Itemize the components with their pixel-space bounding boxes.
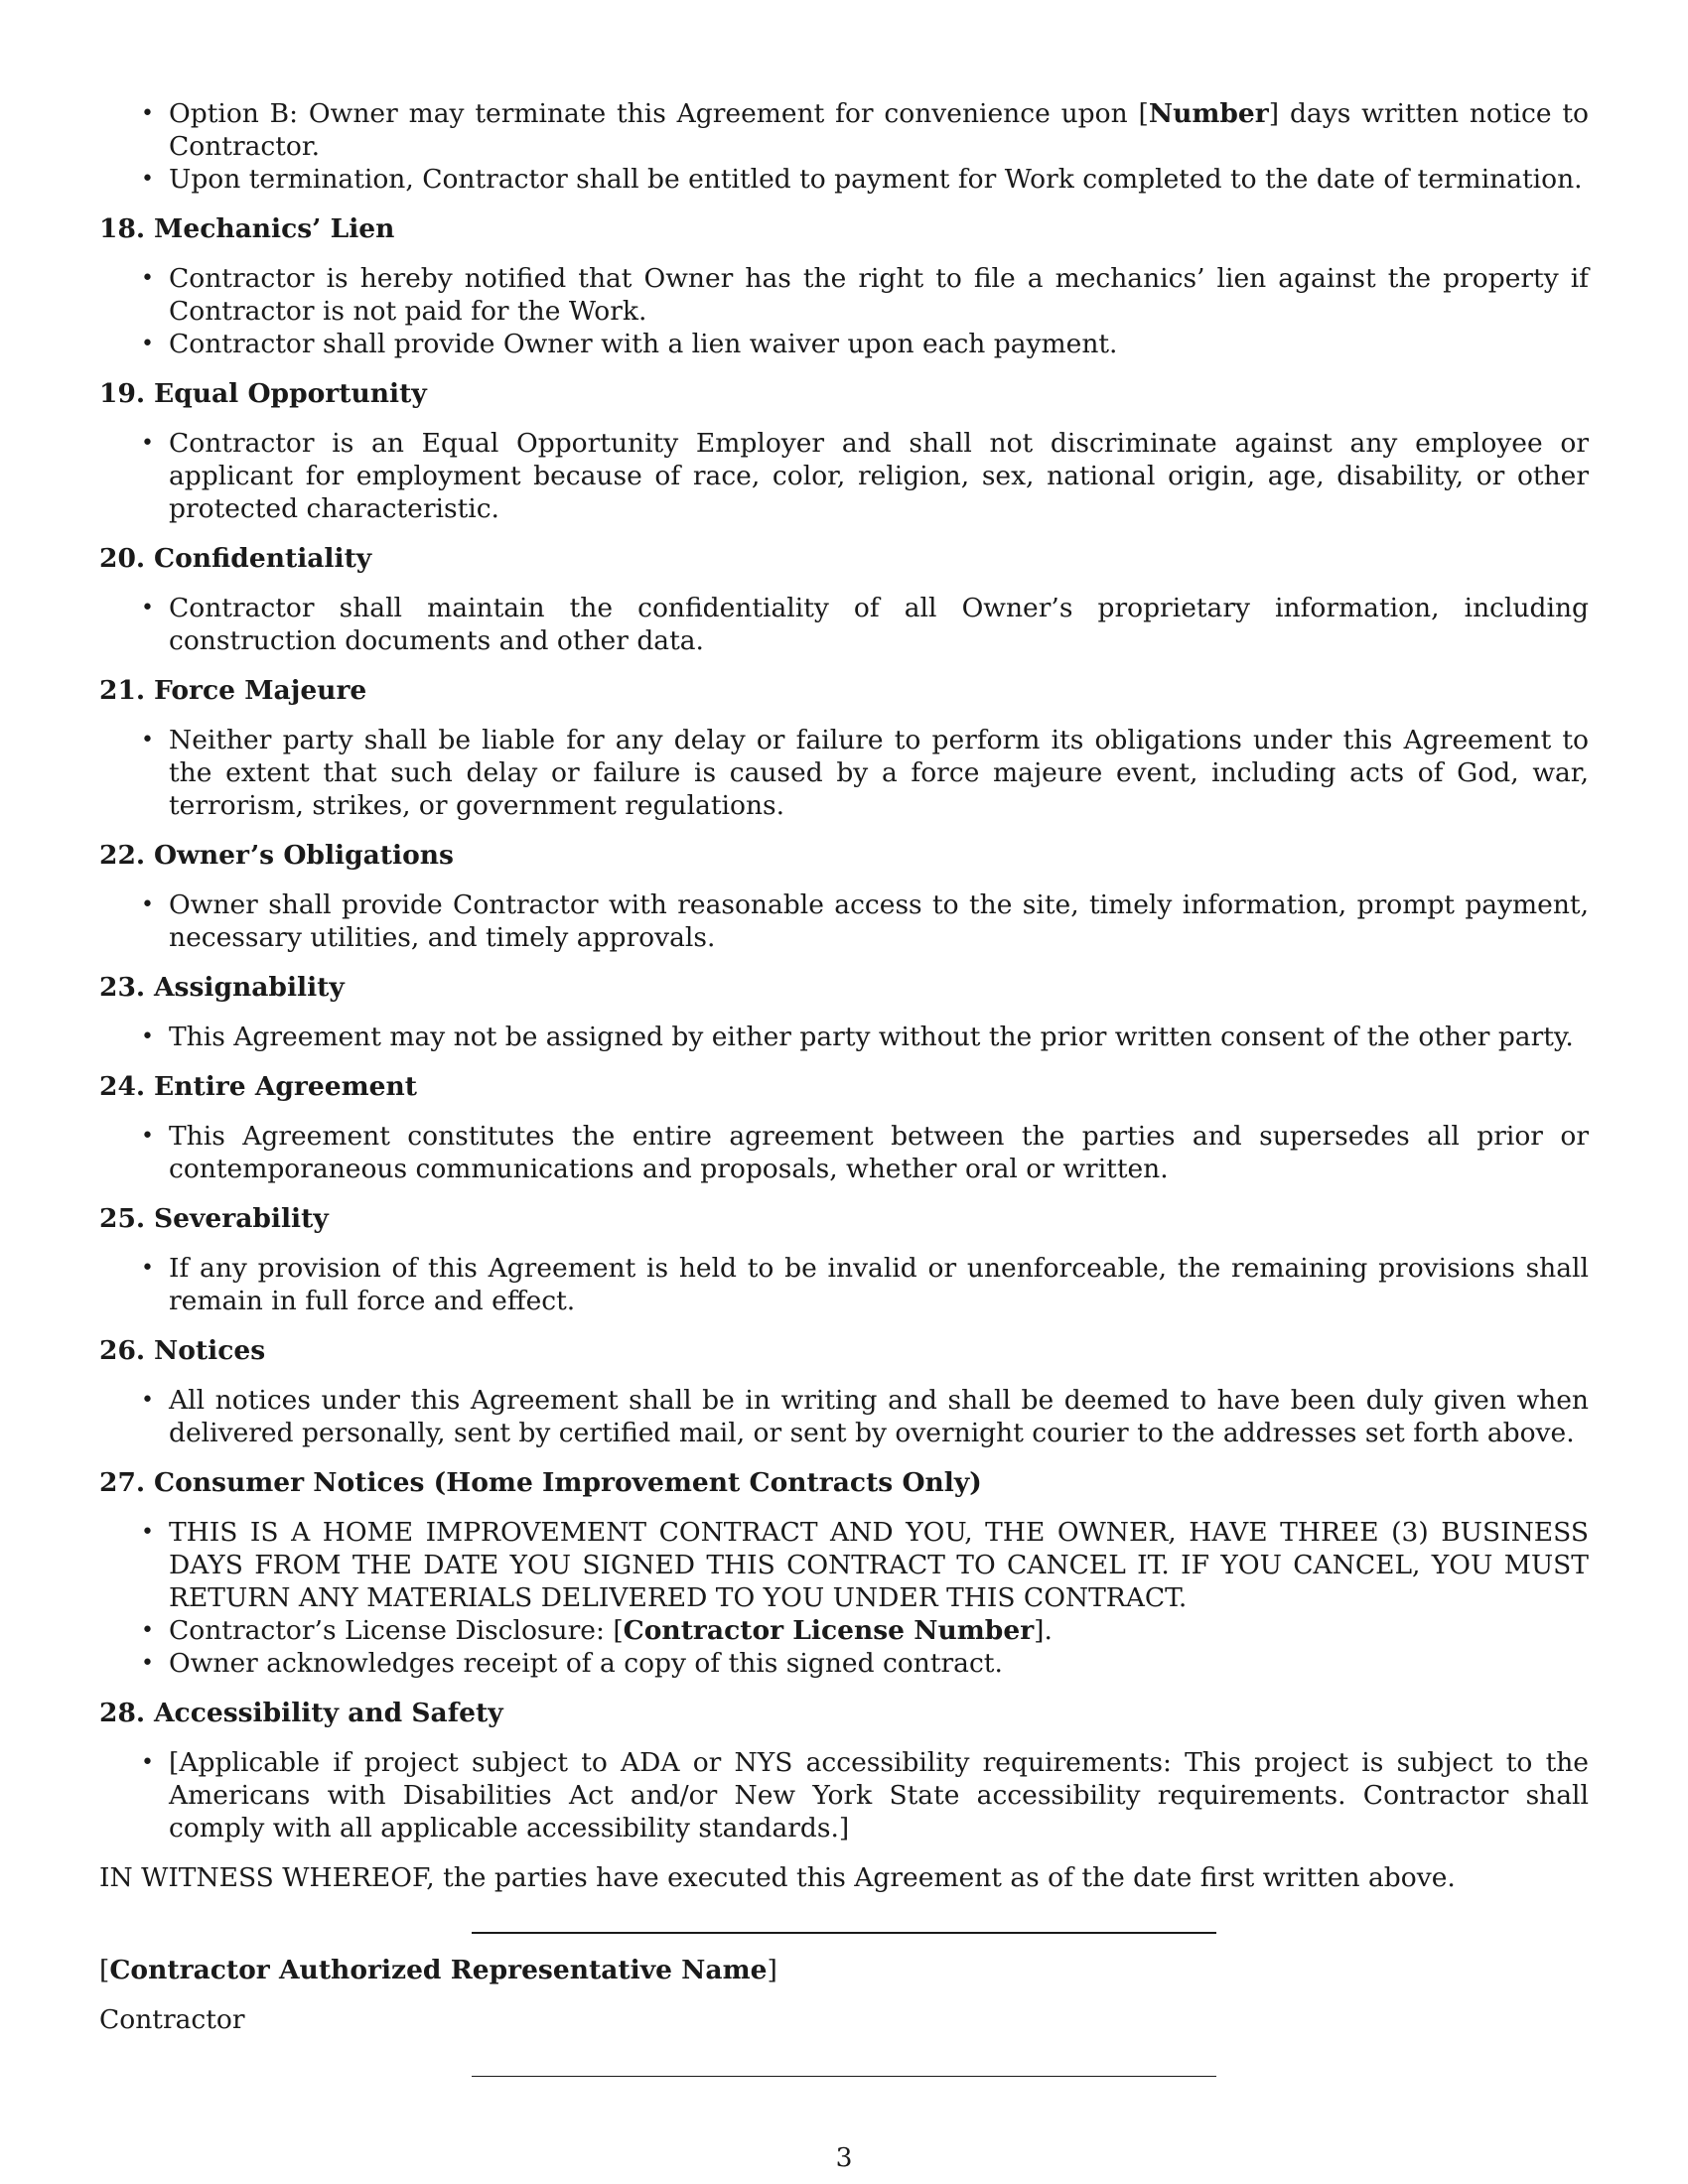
list-item: • Contractor is an Equal Opportunity Employer and shall not discriminate against any employee or applicant for employment because of race, color, religion, sex, national origin, age, disability, or other protected characteristic. bbox=[99, 427, 1589, 525]
section-24 bbox=[99, 1070, 1589, 1185]
section-heading: 24. Entire Agreement bbox=[99, 1071, 417, 1102]
list-item: • [Applicable if project subject to ADA or NYS accessibility requirements: This project is subject to the Americans with Disabilities Act and/or New York State accessibility requirements. Contractor shall comply with all applicable accessibility standards.] bbox=[99, 1746, 1589, 1844]
section-28 bbox=[99, 1697, 1589, 1844]
signature-line-secondary[interactable] bbox=[472, 2076, 1216, 2077]
list-item: • This Agreement constitutes the entire agreement between the parties and supersedes all prior or contemporaneous communications and proposals, whether oral or written. bbox=[99, 1120, 1589, 1185]
section-26 bbox=[99, 1334, 1589, 1449]
section-21 bbox=[99, 674, 1589, 822]
list-item: • If any provision of this Agreement is held to be invalid or unenforceable, the remaining provisions shall remain in full force and effect. bbox=[99, 1252, 1589, 1317]
representative-name: [Contractor Authorized Representative Name] bbox=[99, 1955, 777, 1985]
list-item: • Contractor’s License Disclosure: [Contractor License Number]. bbox=[99, 1614, 1589, 1647]
section-heading: 20. Confidentiality bbox=[99, 543, 372, 574]
section-20 bbox=[99, 542, 1589, 657]
list-item: • Option B: Owner may terminate this Agreement for convenience upon [Number] days written notice to Contractor. bbox=[99, 97, 1589, 163]
section-23 bbox=[99, 971, 1589, 1053]
signature-line-contractor[interactable] bbox=[472, 1932, 1216, 1934]
list-item: • Neither party shall be liable for any delay or failure to perform its obligations under this Agreement to the extent that such delay or failure is caused by a force majeure event, including acts of God, war, terrorism, strikes, or government regulations. bbox=[99, 724, 1589, 822]
section-heading: 23. Assignability bbox=[99, 972, 345, 1003]
section-heading: 26. Notices bbox=[99, 1335, 266, 1366]
placeholder-number: Number bbox=[1148, 98, 1269, 129]
section-heading: 27. Consumer Notices (Home Improvement Contracts Only) bbox=[99, 1467, 982, 1498]
section-heading: 18. Mechanics’ Lien bbox=[99, 213, 395, 244]
list-item: • Owner shall provide Contractor with reasonable access to the site, timely information, prompt payment, necessary utilities, and timely approvals. bbox=[99, 888, 1589, 954]
section-18 bbox=[99, 212, 1589, 360]
section-heading: 22. Owner’s Obligations bbox=[99, 840, 454, 871]
list-item: • All notices under this Agreement shall be in writing and shall be deemed to have been duly given when delivered personally, sent by certified mail, or sent by overnight courier to the addresses set forth above. bbox=[99, 1384, 1589, 1449]
intro-bullet-list bbox=[99, 97, 1589, 196]
signer-role: Contractor bbox=[99, 2004, 245, 2035]
list-item: • Contractor shall maintain the confidentiality of all Owner’s proprietary information, including construction documents and other data. bbox=[99, 592, 1589, 657]
section-27 bbox=[99, 1466, 1589, 1680]
list-item: • THIS IS A HOME IMPROVEMENT CONTRACT AND YOU, THE OWNER, HAVE THREE (3) BUSINESS DAYS FROM THE DATE YOU SIGNED THIS CONTRACT TO CANCEL IT. IF YOU CANCEL, YOU MUST RETURN ANY MATERIALS DELIVERED TO YOU UNDER THIS CONTRACT. bbox=[99, 1516, 1589, 1614]
section-heading: 19. Equal Opportunity bbox=[99, 378, 427, 409]
list-item: • This Agreement may not be assigned by either party without the prior written consent of the other party. bbox=[99, 1021, 1589, 1053]
document-page bbox=[99, 97, 1589, 2077]
list-item: • Upon termination, Contractor shall be entitled to payment for Work completed to the date of termination. bbox=[99, 163, 1589, 196]
section-22 bbox=[99, 839, 1589, 954]
list-item: • Contractor shall provide Owner with a lien waiver upon each payment. bbox=[99, 328, 1589, 360]
placeholder-license-number: Contractor License Number bbox=[623, 1615, 1035, 1646]
section-heading: 21. Force Majeure bbox=[99, 675, 367, 706]
list-item: • Contractor is hereby notified that Owner has the right to file a mechanics’ lien against the property if Contractor is not paid for the Work. bbox=[99, 262, 1589, 328]
section-19 bbox=[99, 377, 1589, 525]
section-25 bbox=[99, 1202, 1589, 1317]
list-item: • Owner acknowledges receipt of a copy of this signed contract. bbox=[99, 1647, 1589, 1680]
section-heading: 25. Severability bbox=[99, 1203, 329, 1234]
section-heading: 28. Accessibility and Safety bbox=[99, 1698, 503, 1728]
page-number: 3 bbox=[835, 2142, 853, 2173]
witness-statement: IN WITNESS WHEREOF, the parties have executed this Agreement as of the date first written above. bbox=[99, 1862, 1456, 1893]
